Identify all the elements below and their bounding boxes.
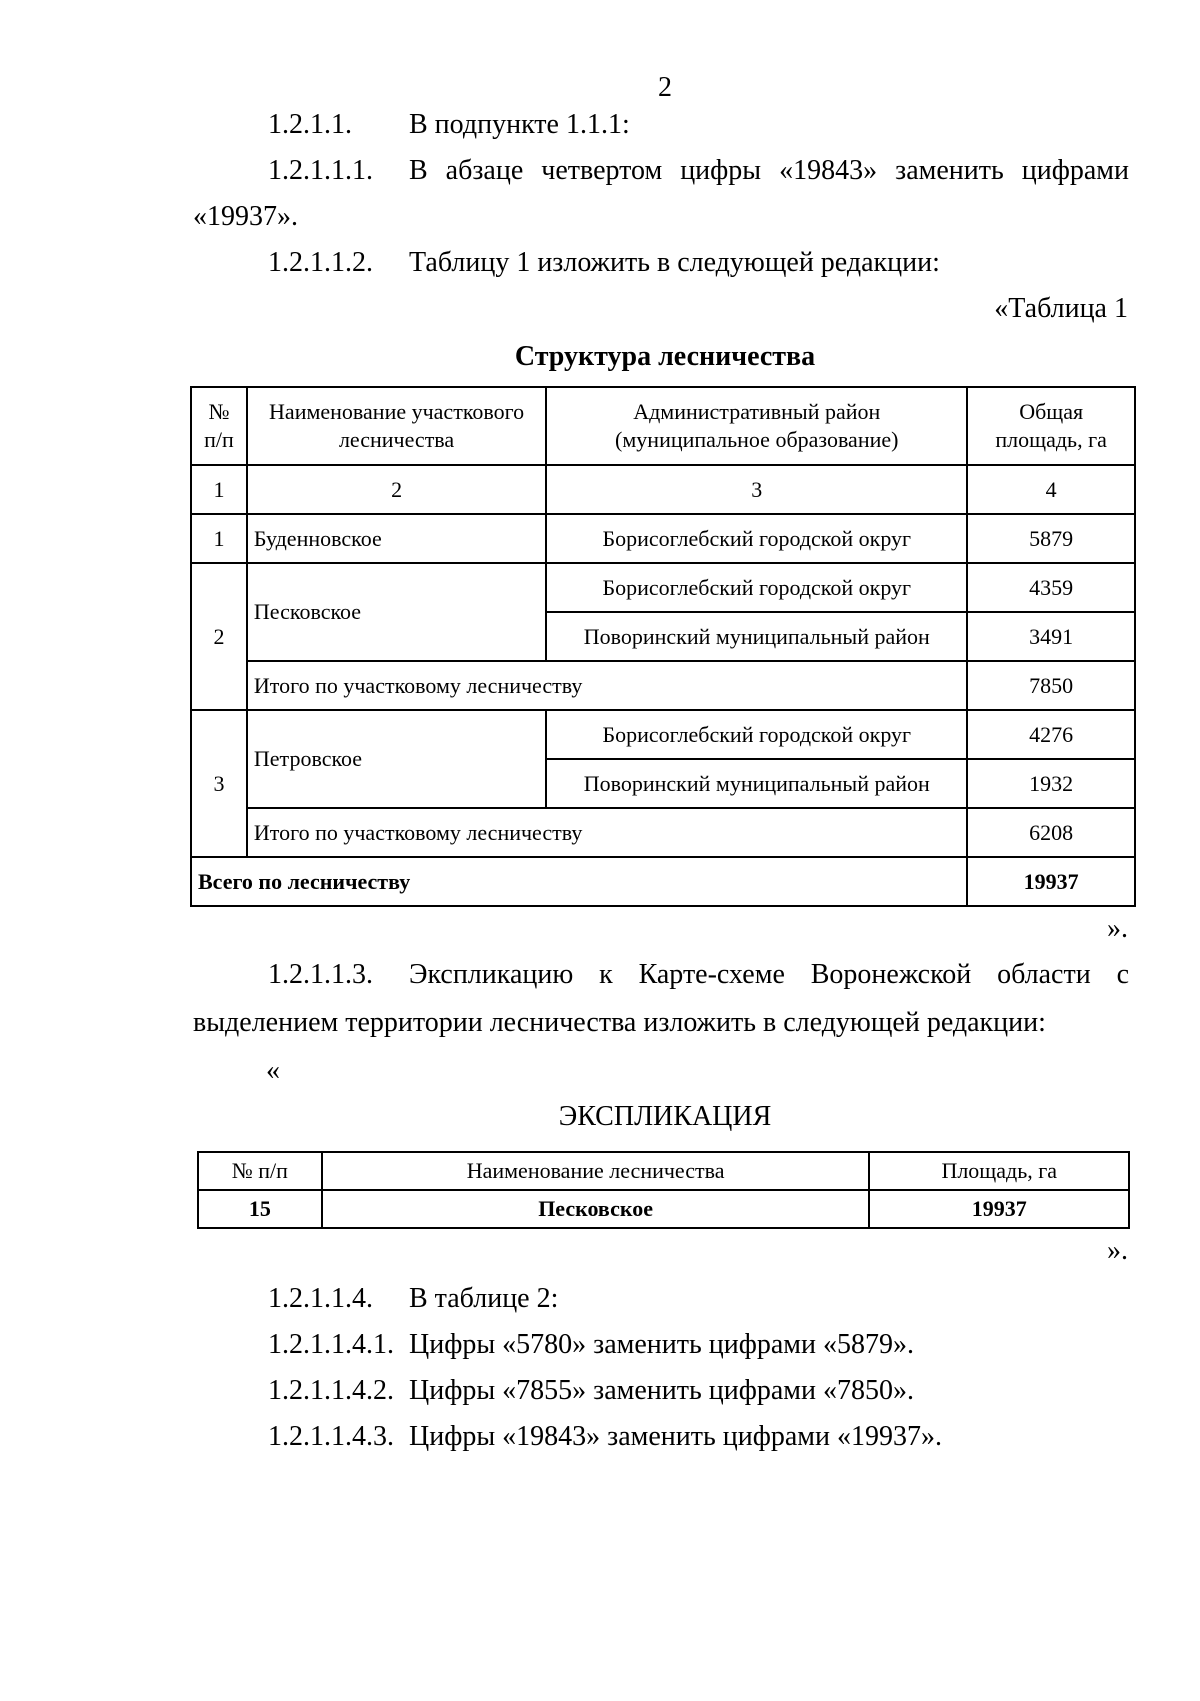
para-text: Экспликацию к Карте-схеме Воронежской области с	[409, 959, 1129, 990]
area: 5879	[967, 514, 1135, 563]
para-text: В абзаце четвертом цифры «19843» заменить цифрами	[409, 155, 1129, 186]
forestry-name: Буденновское	[247, 514, 546, 563]
forestry-name: Песковское	[247, 563, 546, 661]
table-row	[191, 514, 1135, 563]
header-cell: № п/п	[191, 387, 247, 465]
total-label: Всего по лесничеству	[191, 857, 967, 906]
district: Поворинский муниципальный район	[546, 612, 967, 661]
subtotal-value: 7850	[967, 661, 1135, 710]
column-number: 2	[247, 465, 546, 514]
para-text: Цифры «7855» заменить цифрами «7850».	[409, 1375, 915, 1406]
column-number: 3	[546, 465, 967, 514]
column-number: 4	[967, 465, 1135, 514]
para-number: 1.2.1.1.3.	[268, 959, 373, 990]
para-text-cont: «19937».	[193, 201, 298, 232]
district: Борисоглебский городской округ	[546, 514, 967, 563]
table-row	[198, 1190, 1129, 1228]
total-value: 19937	[967, 857, 1135, 906]
closing-quote: ».	[1107, 1235, 1128, 1266]
para-number: 1.2.1.1.1.	[268, 155, 373, 186]
para-number: 1.2.1.1.4.	[268, 1283, 373, 1314]
para-text: Цифры «5780» заменить цифрами «5879».	[409, 1329, 915, 1360]
column-number-row	[191, 465, 1135, 514]
row-number: 2	[191, 563, 247, 710]
table-header-row	[191, 387, 1135, 465]
header-cell: Административный район (муниципальное образование)	[546, 387, 967, 465]
forestry-name: Песковское	[322, 1190, 870, 1228]
header-cell: Площадь, га	[869, 1152, 1129, 1190]
page-number: 2	[658, 72, 672, 103]
para-text: В подпункте 1.1.1:	[409, 109, 630, 140]
header-cell: Наименование лесничества	[322, 1152, 870, 1190]
district: Борисоглебский городской округ	[546, 563, 967, 612]
area: 19937	[869, 1190, 1129, 1228]
header-cell: Общая площадь, га	[967, 387, 1135, 465]
total-row	[191, 857, 1135, 906]
table-row	[191, 710, 1135, 759]
subtotal-label: Итого по участковому лесничеству	[247, 808, 967, 857]
table-title: Структура лесничества	[514, 341, 816, 372]
para-text-cont: выделением территории лесничества изложить в следующей редакции:	[193, 1007, 1046, 1038]
open-quote: «	[266, 1055, 280, 1086]
header-cell: Наименование участкового лесничества	[247, 387, 546, 465]
area: 1932	[967, 759, 1135, 808]
district: Поворинский муниципальный район	[546, 759, 967, 808]
para-text: Таблицу 1 изложить в следующей редакции:	[409, 247, 940, 278]
para-number: 1.2.1.1.4.1.	[268, 1329, 394, 1360]
explication-table	[197, 1151, 1130, 1229]
para-number: 1.2.1.1.	[268, 109, 352, 140]
para-text: Цифры «19843» заменить цифрами «19937».	[409, 1421, 943, 1452]
district: Борисоглебский городской округ	[546, 710, 967, 759]
table-label: «Таблица 1	[994, 293, 1128, 324]
table-row	[191, 563, 1135, 612]
structure-table	[190, 386, 1136, 907]
area: 3491	[967, 612, 1135, 661]
area: 4276	[967, 710, 1135, 759]
para-text: В таблице 2:	[409, 1283, 559, 1314]
para-number: 1.2.1.1.4.2.	[268, 1375, 394, 1406]
subtotal-label: Итого по участковому лесничеству	[247, 661, 967, 710]
closing-quote: ».	[1107, 913, 1128, 944]
subtotal-value: 6208	[967, 808, 1135, 857]
forestry-name: Петровское	[247, 710, 546, 808]
table-header-row	[198, 1152, 1129, 1190]
para-number: 1.2.1.1.2.	[268, 247, 373, 278]
row-number: 1	[191, 514, 247, 563]
subtotal-row	[191, 661, 1135, 710]
row-number: 15	[198, 1190, 322, 1228]
area: 4359	[967, 563, 1135, 612]
subtotal-row	[191, 808, 1135, 857]
row-number: 3	[191, 710, 247, 857]
column-number: 1	[191, 465, 247, 514]
header-cell: № п/п	[198, 1152, 322, 1190]
explication-title: ЭКСПЛИКАЦИЯ	[558, 1101, 772, 1132]
para-number: 1.2.1.1.4.3.	[268, 1421, 394, 1452]
